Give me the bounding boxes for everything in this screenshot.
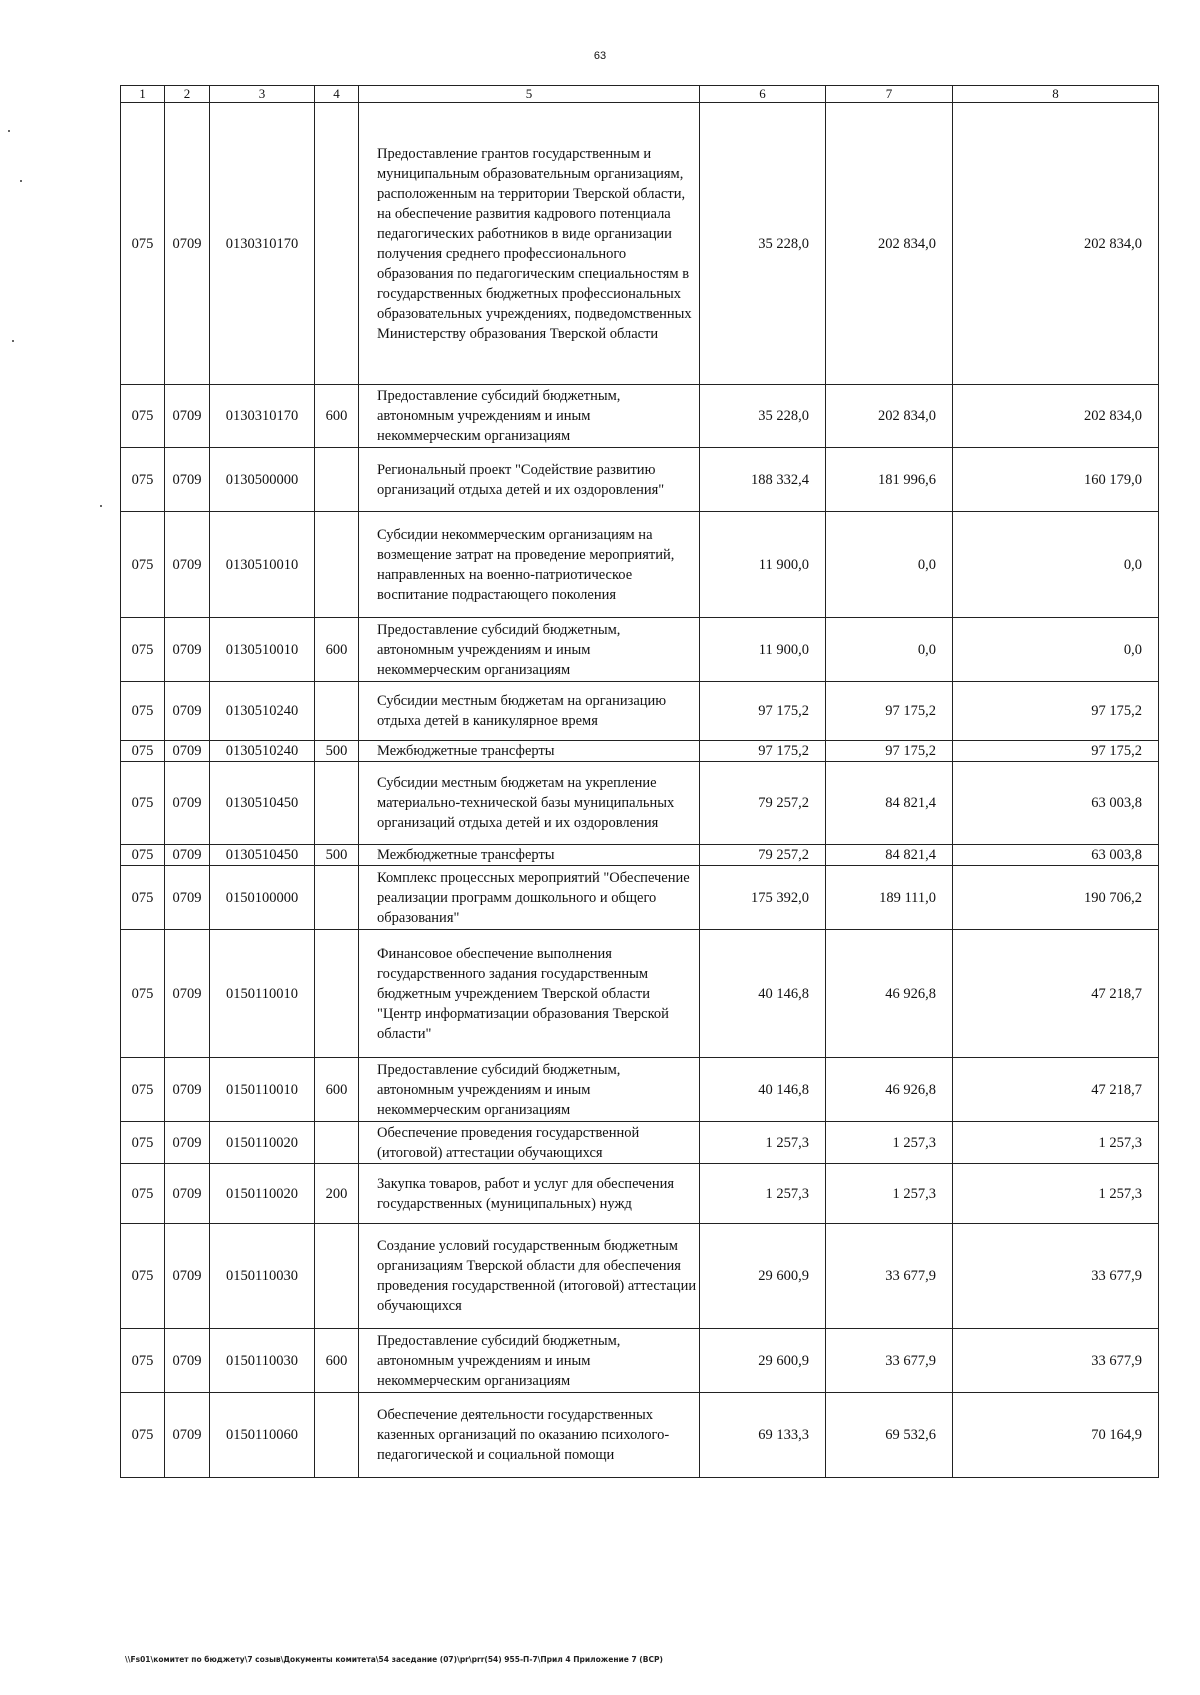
column-header: 4 (315, 86, 359, 103)
target-article-cell: 0130310170 (210, 385, 315, 448)
table-row (121, 866, 1159, 930)
amount-cell-8: 47 218,7 (953, 930, 1159, 1058)
amount-cell-8: 0,0 (953, 512, 1159, 618)
item-name-cell: Региональный проект "Содействие развитию организаций отдыха детей и их оздоровления" (359, 448, 700, 512)
amount-cell-8: 33 677,9 (953, 1329, 1159, 1393)
section-code-cell: 0709 (165, 682, 210, 741)
table-row (121, 385, 1159, 448)
expense-type-cell (315, 1122, 359, 1164)
amount-cell-7: 69 532,6 (826, 1393, 953, 1478)
table-row (121, 618, 1159, 682)
amount-cell-6: 1 257,3 (700, 1122, 826, 1164)
amount-cell-7: 1 257,3 (826, 1122, 953, 1164)
amount-cell-6: 79 257,2 (700, 845, 826, 866)
item-name-cell: Комплекс процессных мероприятий "Обеспечение реализации программ дошкольного и общего образования" (359, 866, 700, 930)
amount-cell-7: 1 257,3 (826, 1164, 953, 1224)
file-path-footer: \\Fs01\комитет по бюджету\7 созыв\Документы комитета\54 заседание (07)\pr\prr(54) 955-П-7\Прил 4 Приложение 7 (ВСР) (125, 1655, 663, 1664)
amount-cell-8: 63 003,8 (953, 845, 1159, 866)
expense-type-cell (315, 1393, 359, 1478)
admin-code-cell: 075 (121, 1393, 165, 1478)
target-article-cell: 0130510450 (210, 845, 315, 866)
target-article-cell: 0150110020 (210, 1164, 315, 1224)
table-row (121, 103, 1159, 385)
column-header: 5 (359, 86, 700, 103)
column-header: 7 (826, 86, 953, 103)
amount-cell-7: 0,0 (826, 618, 953, 682)
amount-cell-7: 46 926,8 (826, 930, 953, 1058)
amount-cell-7: 46 926,8 (826, 1058, 953, 1122)
amount-cell-6: 69 133,3 (700, 1393, 826, 1478)
column-header: 8 (953, 86, 1159, 103)
item-name-cell: Обеспечение проведения государственной (итоговой) аттестации обучающихся (359, 1122, 700, 1164)
scan-speck (20, 180, 22, 182)
item-name-cell: Межбюджетные трансферты (359, 845, 700, 866)
amount-cell-8: 97 175,2 (953, 682, 1159, 741)
target-article-cell: 0130510240 (210, 741, 315, 762)
admin-code-cell: 075 (121, 741, 165, 762)
page-number: 63 (593, 50, 607, 62)
expense-type-cell (315, 930, 359, 1058)
target-article-cell: 0150110060 (210, 1393, 315, 1478)
amount-cell-6: 1 257,3 (700, 1164, 826, 1224)
amount-cell-7: 33 677,9 (826, 1224, 953, 1329)
admin-code-cell: 075 (121, 618, 165, 682)
table-row (121, 1329, 1159, 1393)
amount-cell-6: 35 228,0 (700, 103, 826, 385)
item-name-cell: Предоставление субсидий бюджетным, автономным учреждениям и иным некоммерческим организациям (359, 618, 700, 682)
expense-type-cell (315, 1224, 359, 1329)
amount-cell-8: 0,0 (953, 618, 1159, 682)
amount-cell-7: 181 996,6 (826, 448, 953, 512)
column-header: 3 (210, 86, 315, 103)
target-article-cell: 0150110030 (210, 1224, 315, 1329)
amount-cell-7: 189 111,0 (826, 866, 953, 930)
admin-code-cell: 075 (121, 385, 165, 448)
target-article-cell: 0130510010 (210, 618, 315, 682)
amount-cell-6: 35 228,0 (700, 385, 826, 448)
amount-cell-8: 190 706,2 (953, 866, 1159, 930)
admin-code-cell: 075 (121, 512, 165, 618)
amount-cell-6: 188 332,4 (700, 448, 826, 512)
table-row (121, 1224, 1159, 1329)
amount-cell-6: 79 257,2 (700, 762, 826, 845)
budget-table (120, 85, 1159, 1478)
expense-type-cell: 600 (315, 1329, 359, 1393)
expense-type-cell: 500 (315, 845, 359, 866)
amount-cell-8: 70 164,9 (953, 1393, 1159, 1478)
amount-cell-8: 202 834,0 (953, 103, 1159, 385)
item-name-cell: Межбюджетные трансферты (359, 741, 700, 762)
section-code-cell: 0709 (165, 385, 210, 448)
amount-cell-8: 97 175,2 (953, 741, 1159, 762)
amount-cell-8: 160 179,0 (953, 448, 1159, 512)
section-code-cell: 0709 (165, 930, 210, 1058)
amount-cell-6: 11 900,0 (700, 512, 826, 618)
section-code-cell: 0709 (165, 1224, 210, 1329)
amount-cell-6: 97 175,2 (700, 682, 826, 741)
admin-code-cell: 075 (121, 448, 165, 512)
admin-code-cell: 075 (121, 1224, 165, 1329)
table-row (121, 1164, 1159, 1224)
amount-cell-8: 33 677,9 (953, 1224, 1159, 1329)
item-name-cell: Предоставление субсидий бюджетным, автономным учреждениям и иным некоммерческим организациям (359, 385, 700, 448)
amount-cell-7: 202 834,0 (826, 103, 953, 385)
admin-code-cell: 075 (121, 866, 165, 930)
admin-code-cell: 075 (121, 845, 165, 866)
target-article-cell: 0150110010 (210, 1058, 315, 1122)
item-name-cell: Субсидии местным бюджетам на организацию отдыха детей в каникулярное время (359, 682, 700, 741)
section-code-cell: 0709 (165, 618, 210, 682)
item-name-cell: Субсидии местным бюджетам на укрепление материально-технической базы муниципальных организаций отдыха детей и их оздоровления (359, 762, 700, 845)
target-article-cell: 0130510010 (210, 512, 315, 618)
expense-type-cell: 600 (315, 618, 359, 682)
expense-type-cell (315, 762, 359, 845)
admin-code-cell: 075 (121, 762, 165, 845)
amount-cell-7: 84 821,4 (826, 845, 953, 866)
header-row (121, 86, 1159, 103)
column-header: 1 (121, 86, 165, 103)
section-code-cell: 0709 (165, 741, 210, 762)
target-article-cell: 0130510240 (210, 682, 315, 741)
item-name-cell: Финансовое обеспечение выполнения государственного задания государственным бюджетным учреждением Тверской области "Центр информатизации образования Тверской области" (359, 930, 700, 1058)
target-article-cell: 0150100000 (210, 866, 315, 930)
target-article-cell: 0150110010 (210, 930, 315, 1058)
table-row (121, 682, 1159, 741)
scan-speck (100, 505, 102, 507)
item-name-cell: Закупка товаров, работ и услуг для обеспечения государственных (муниципальных) нужд (359, 1164, 700, 1224)
amount-cell-8: 63 003,8 (953, 762, 1159, 845)
amount-cell-7: 97 175,2 (826, 741, 953, 762)
item-name-cell: Предоставление грантов государственным и муниципальным образовательным организациям, расположенным на территории Тверской области, на обеспечение развития кадрового потенциала педагогических работников в виде организации получения среднего профессионального образования по педагогическим специальностям в государственных бюджетных профессиональных образовательных учреждениях, подведомственных Министерству образования Тверской области (359, 103, 700, 385)
table-row (121, 1122, 1159, 1164)
target-article-cell: 0130500000 (210, 448, 315, 512)
section-code-cell: 0709 (165, 845, 210, 866)
expense-type-cell: 600 (315, 1058, 359, 1122)
amount-cell-6: 29 600,9 (700, 1329, 826, 1393)
expense-type-cell (315, 512, 359, 618)
admin-code-cell: 075 (121, 103, 165, 385)
section-code-cell: 0709 (165, 1164, 210, 1224)
expense-type-cell (315, 682, 359, 741)
item-name-cell: Предоставление субсидий бюджетным, автономным учреждениям и иным некоммерческим организациям (359, 1058, 700, 1122)
table-row (121, 1393, 1159, 1478)
table-row (121, 512, 1159, 618)
amount-cell-8: 1 257,3 (953, 1122, 1159, 1164)
item-name-cell: Создание условий государственным бюджетным организациям Тверской области для обеспечения проведения государственной (итоговой) аттестации обучающихся (359, 1224, 700, 1329)
amount-cell-6: 97 175,2 (700, 741, 826, 762)
scan-speck (8, 130, 10, 132)
admin-code-cell: 075 (121, 1329, 165, 1393)
item-name-cell: Субсидии некоммерческим организациям на возмещение затрат на проведение мероприятий, направленных на военно-патриотическое воспитание подрастающего поколения (359, 512, 700, 618)
admin-code-cell: 075 (121, 682, 165, 741)
section-code-cell: 0709 (165, 448, 210, 512)
amount-cell-6: 40 146,8 (700, 1058, 826, 1122)
expense-type-cell: 600 (315, 385, 359, 448)
expense-type-cell (315, 103, 359, 385)
admin-code-cell: 075 (121, 1164, 165, 1224)
expense-type-cell: 500 (315, 741, 359, 762)
amount-cell-6: 175 392,0 (700, 866, 826, 930)
target-article-cell: 0150110020 (210, 1122, 315, 1164)
item-name-cell: Предоставление субсидий бюджетным, автономным учреждениям и иным некоммерческим организациям (359, 1329, 700, 1393)
amount-cell-8: 1 257,3 (953, 1164, 1159, 1224)
column-header: 6 (700, 86, 826, 103)
section-code-cell: 0709 (165, 103, 210, 385)
section-code-cell: 0709 (165, 762, 210, 845)
amount-cell-8: 202 834,0 (953, 385, 1159, 448)
section-code-cell: 0709 (165, 1393, 210, 1478)
table-row (121, 1058, 1159, 1122)
section-code-cell: 0709 (165, 1122, 210, 1164)
amount-cell-6: 40 146,8 (700, 930, 826, 1058)
amount-cell-7: 84 821,4 (826, 762, 953, 845)
amount-cell-8: 47 218,7 (953, 1058, 1159, 1122)
table-body (121, 103, 1159, 1478)
amount-cell-6: 11 900,0 (700, 618, 826, 682)
admin-code-cell: 075 (121, 1122, 165, 1164)
scan-speck (12, 340, 14, 342)
target-article-cell: 0130510450 (210, 762, 315, 845)
table-row (121, 448, 1159, 512)
amount-cell-7: 202 834,0 (826, 385, 953, 448)
target-article-cell: 0130310170 (210, 103, 315, 385)
admin-code-cell: 075 (121, 1058, 165, 1122)
amount-cell-6: 29 600,9 (700, 1224, 826, 1329)
amount-cell-7: 33 677,9 (826, 1329, 953, 1393)
item-name-cell: Обеспечение деятельности государственных казенных организаций по оказанию психолого-педагогической и социальной помощи (359, 1393, 700, 1478)
column-header: 2 (165, 86, 210, 103)
section-code-cell: 0709 (165, 866, 210, 930)
table-row (121, 741, 1159, 762)
admin-code-cell: 075 (121, 930, 165, 1058)
expense-type-cell (315, 866, 359, 930)
target-article-cell: 0150110030 (210, 1329, 315, 1393)
amount-cell-7: 97 175,2 (826, 682, 953, 741)
table-row (121, 762, 1159, 845)
section-code-cell: 0709 (165, 1058, 210, 1122)
amount-cell-7: 0,0 (826, 512, 953, 618)
expense-type-cell: 200 (315, 1164, 359, 1224)
table-row (121, 845, 1159, 866)
table-row (121, 930, 1159, 1058)
section-code-cell: 0709 (165, 1329, 210, 1393)
expense-type-cell (315, 448, 359, 512)
section-code-cell: 0709 (165, 512, 210, 618)
